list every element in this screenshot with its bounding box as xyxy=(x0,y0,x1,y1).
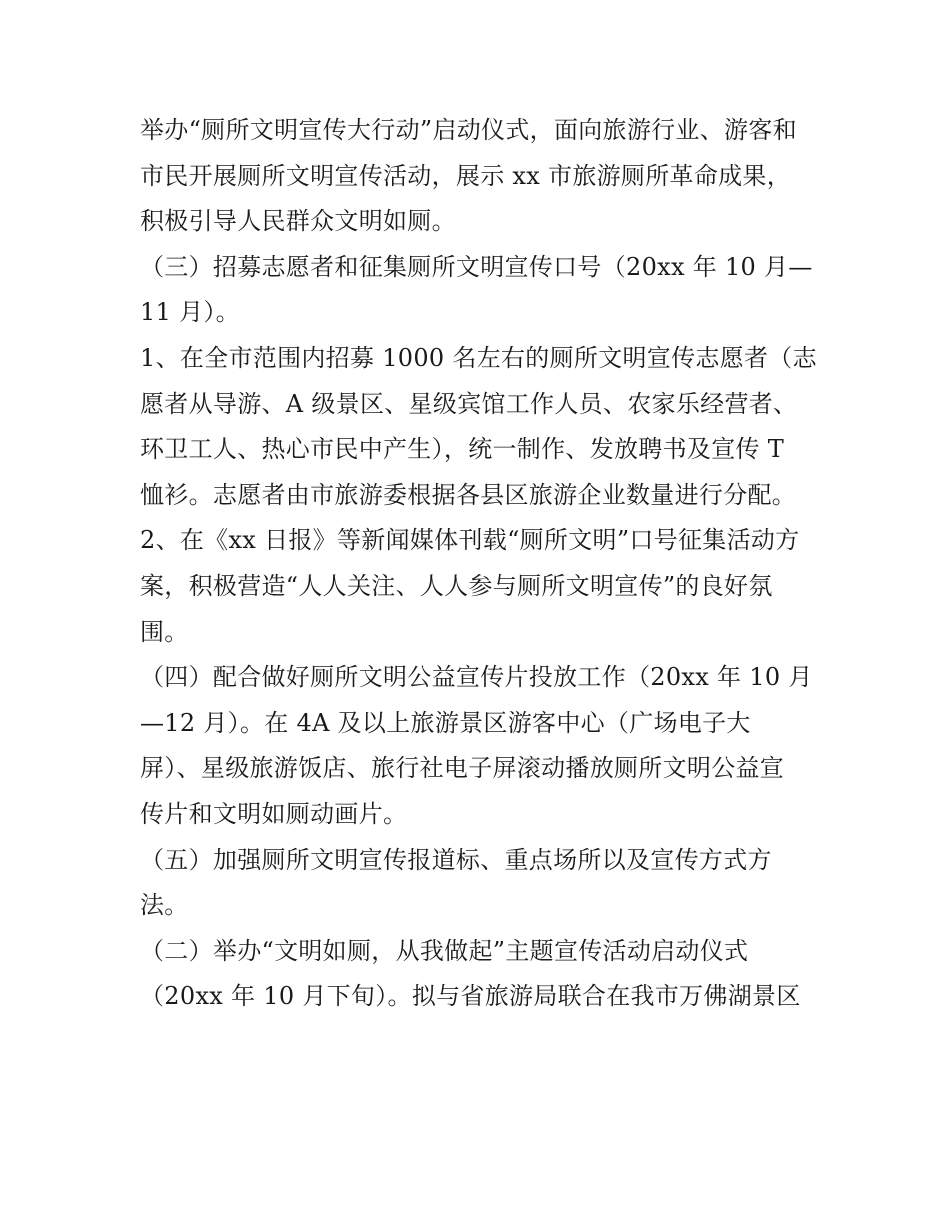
text-line: 法。 xyxy=(140,891,189,920)
text-line: 举办“厕所文明宣传大行动”启动仪式，面向旅游行业、游客和 xyxy=(140,116,797,144)
section-heading-2: （二）举办“文明如厕，从我做起”主题宣传活动启动仪式 xyxy=(140,936,749,965)
text-line: 恤衫。志愿者由市旅游委根据各县区旅游企业数量进行分配。 xyxy=(140,480,797,509)
text-line: 案，积极营造“人人关注、人人参与厕所文明宣传”的良好氛 xyxy=(140,571,773,600)
section-heading-3: （三）招募志愿者和征集厕所文明宣传口号（20xx 年 10 月— xyxy=(140,252,813,281)
text-line: —12 月）。在 4A 及以上旅游景区游客中心（广场电子大 xyxy=(140,708,751,737)
body-text xyxy=(140,108,820,1020)
text-line: 围。 xyxy=(140,617,189,646)
text-line: 市民开展厕所文明宣传活动，展示 xx 市旅游厕所革命成果， xyxy=(140,161,792,190)
text-line: 积极引导人民群众文明如厕。 xyxy=(140,207,456,236)
section-heading-5: （五）加强厕所文明宣传报道标、重点场所以及宣传方式方 xyxy=(140,845,772,874)
text-line: 环卫工人、热心市民中产生），统一制作、发放聘书及宣传 T xyxy=(140,435,785,464)
text-line: （20xx 年 10 月下旬）。拟与省旅游局联合在我市万佛湖景区 xyxy=(140,982,801,1011)
text-line: 11 月）。 xyxy=(140,298,240,327)
section-heading-4: （四）配合做好厕所文明公益宣传片投放工作（20xx 年 10 月 xyxy=(140,663,813,692)
text-line: 传片和文明如厕动画片。 xyxy=(140,799,408,828)
text-line: 愿者从导游、A 级景区、星级宾馆工作人员、农家乐经营者、 xyxy=(140,389,798,418)
list-item-2: 2、在《xx 日报》等新闻媒体刊载“厕所文明”口号征集活动方 xyxy=(140,526,800,555)
text-line: 屏）、星级旅游饭店、旅行社电子屏滚动播放厕所文明公益宣 xyxy=(140,754,785,783)
list-item-1: 1、在全市范围内招募 1000 名左右的厕所文明宣传志愿者（志 xyxy=(140,343,817,372)
